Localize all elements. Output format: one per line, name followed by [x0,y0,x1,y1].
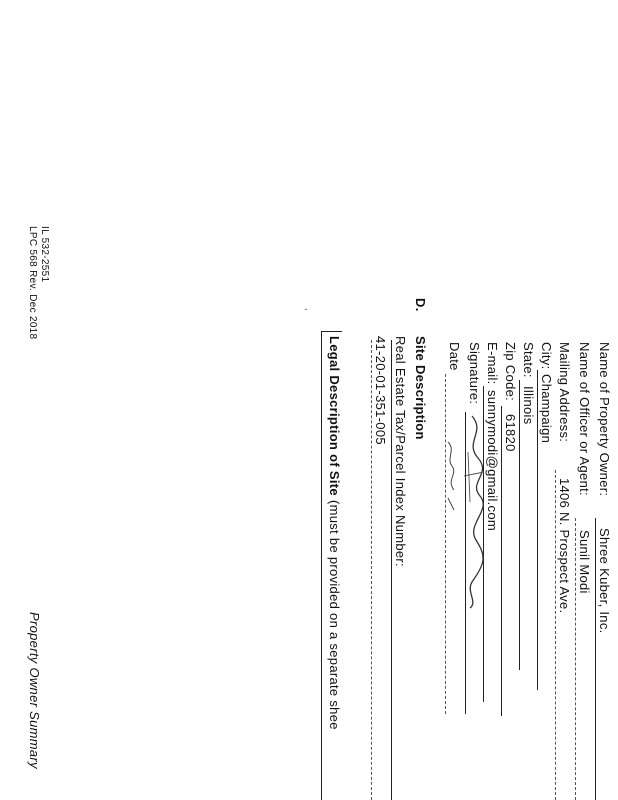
city-label: City: [539,342,554,370]
mailing-underline [555,470,556,800]
officer-underline [575,518,576,800]
form-id: IL 532-2551 [39,226,50,283]
email-label: E-mail: [485,342,500,385]
zip-value: 61820 [503,414,518,452]
parcel-value-underline [371,340,372,800]
signature-label: Signature: [467,342,482,405]
legal-description-label: Legal Description of Site [327,336,342,496]
scan-speck: , [304,308,314,311]
state-underline [519,380,520,670]
mailing-label: Mailing Address: [557,342,572,443]
legal-description-note: (must be provided on a separate shee [327,500,342,730]
zip-label: Zip Code: [503,342,518,402]
section-letter: D. [413,298,428,312]
site-description-heading: Site Description [413,336,428,440]
city-value: Champaign [539,374,554,444]
handwritten-signature [460,412,490,612]
parcel-underline [391,340,392,800]
running-title: Property Owner Summary [27,612,42,769]
parcel-value: 41-20-01-351-005 [373,336,388,445]
city-underline [537,370,538,690]
owner-name-underline [595,518,596,800]
owner-name-label: Name of Property Owner: [597,342,612,497]
zip-underline [501,406,502,716]
officer-label: Name of Officer or Agent: [577,342,592,496]
date-underline [445,374,446,714]
owner-name-value: Shree Kuber, Inc. [597,528,612,634]
legal-box-left-edge [322,331,342,332]
handwritten-date [444,440,458,520]
form-revision: LPC 568 Rev. Dec 2018 [27,226,38,340]
date-label: Date [447,342,462,371]
mailing-value: 1406 N. Prospect Ave. [557,478,572,614]
state-value: Illinois [521,386,536,425]
state-label: State: [521,342,536,378]
email-value: sunnymodi@gmail.com [485,390,500,532]
parcel-label: Real Estate Tax/Parcel Index Number: [393,336,408,567]
legal-box-bottom [321,331,322,800]
officer-value: Sunil Modi [577,530,592,594]
